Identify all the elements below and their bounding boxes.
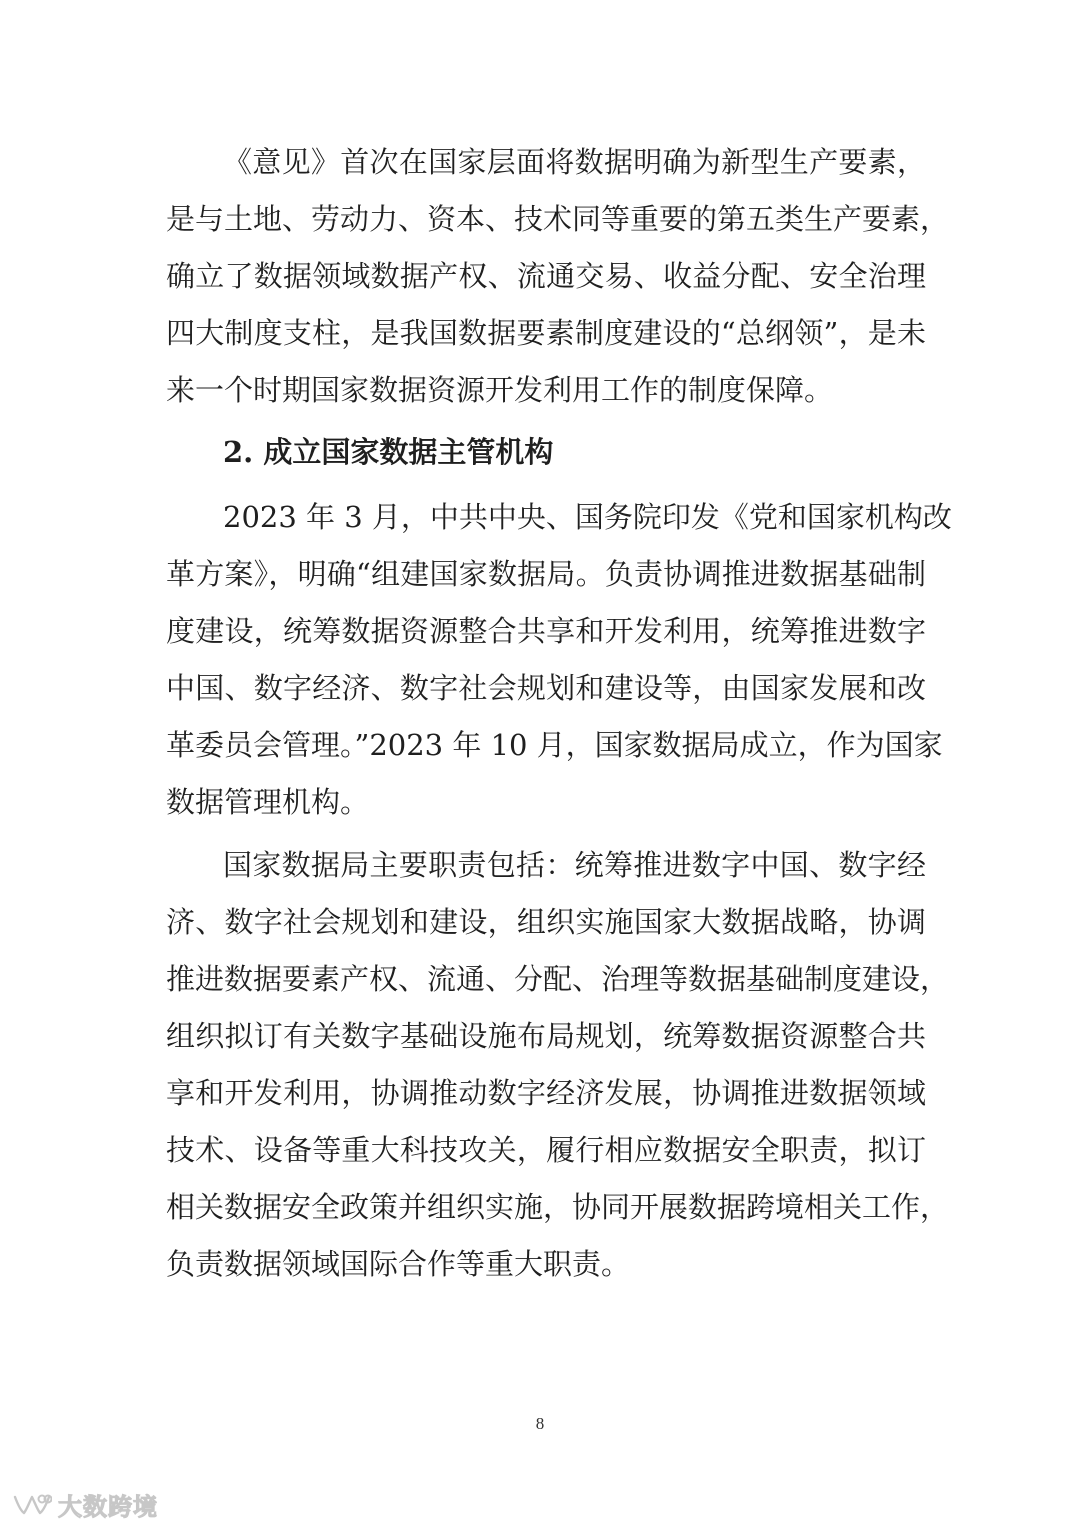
paragraph-line: 是与土地、劳动力、资本、技术同等重要的第五类生产要素， bbox=[166, 202, 950, 236]
wechat-channel-icon bbox=[12, 1491, 52, 1519]
paragraph-line: 四大制度支柱，是我国数据要素制度建设的“总纲领”，是未 bbox=[166, 316, 926, 350]
paragraph-line: 《意见》首次在国家层面将数据明确为新型生产要素， bbox=[223, 145, 926, 179]
paragraph-line: 来一个时期国家数据资源开发利用工作的制度保障。 bbox=[166, 373, 834, 407]
paragraph-line: 革委员会管理。”2023 年 10 月，国家数据局成立，作为国家 bbox=[166, 728, 943, 762]
paragraph-line: 国家数据局主要职责包括：统筹推进数字中国、数字经 bbox=[223, 848, 926, 882]
paragraph-line: 数据管理机构。 bbox=[166, 785, 370, 819]
paragraph-line: 2023 年 3 月，中共中央、国务院印发《党和国家机构改 bbox=[223, 500, 952, 534]
paragraph-line: 中国、数字经济、数字社会规划和建设等，由国家发展和改 bbox=[166, 671, 926, 705]
paragraph-line: 济、数字社会规划和建设，组织实施国家大数据战略，协调 bbox=[166, 905, 926, 939]
paragraph-line: 享和开发利用，协调推动数字经济发展，协调推进数据领域 bbox=[166, 1076, 926, 1110]
paragraph-line: 度建设，统筹数据资源整合共享和开发利用，统筹推进数字 bbox=[166, 614, 926, 648]
paragraph-line: 确立了数据领域数据产权、流通交易、收益分配、安全治理 bbox=[166, 259, 926, 293]
paragraph-line: 负责数据领域国际合作等重大职责。 bbox=[166, 1247, 631, 1281]
section-heading: 2. 成立国家数据主管机构 bbox=[223, 435, 554, 469]
paragraph-line: 革方案》，明确“组建国家数据局。负责协调推进数据基础制 bbox=[166, 557, 926, 591]
paragraph-line: 组织拟订有关数字基础设施布局规划，统筹数据资源整合共 bbox=[166, 1019, 926, 1053]
watermark bbox=[12, 1487, 158, 1522]
paragraph-line: 相关数据安全政策并组织实施，协同开展数据跨境相关工作， bbox=[166, 1190, 950, 1224]
paragraph-line: 推进数据要素产权、流通、分配、治理等数据基础制度建设， bbox=[166, 962, 950, 996]
watermark-text: 大数跨境 bbox=[58, 1493, 158, 1521]
page-number: 8 bbox=[535, 1414, 545, 1433]
paragraph-line: 技术、设备等重大科技攻关，履行相应数据安全职责，拟订 bbox=[166, 1133, 926, 1167]
